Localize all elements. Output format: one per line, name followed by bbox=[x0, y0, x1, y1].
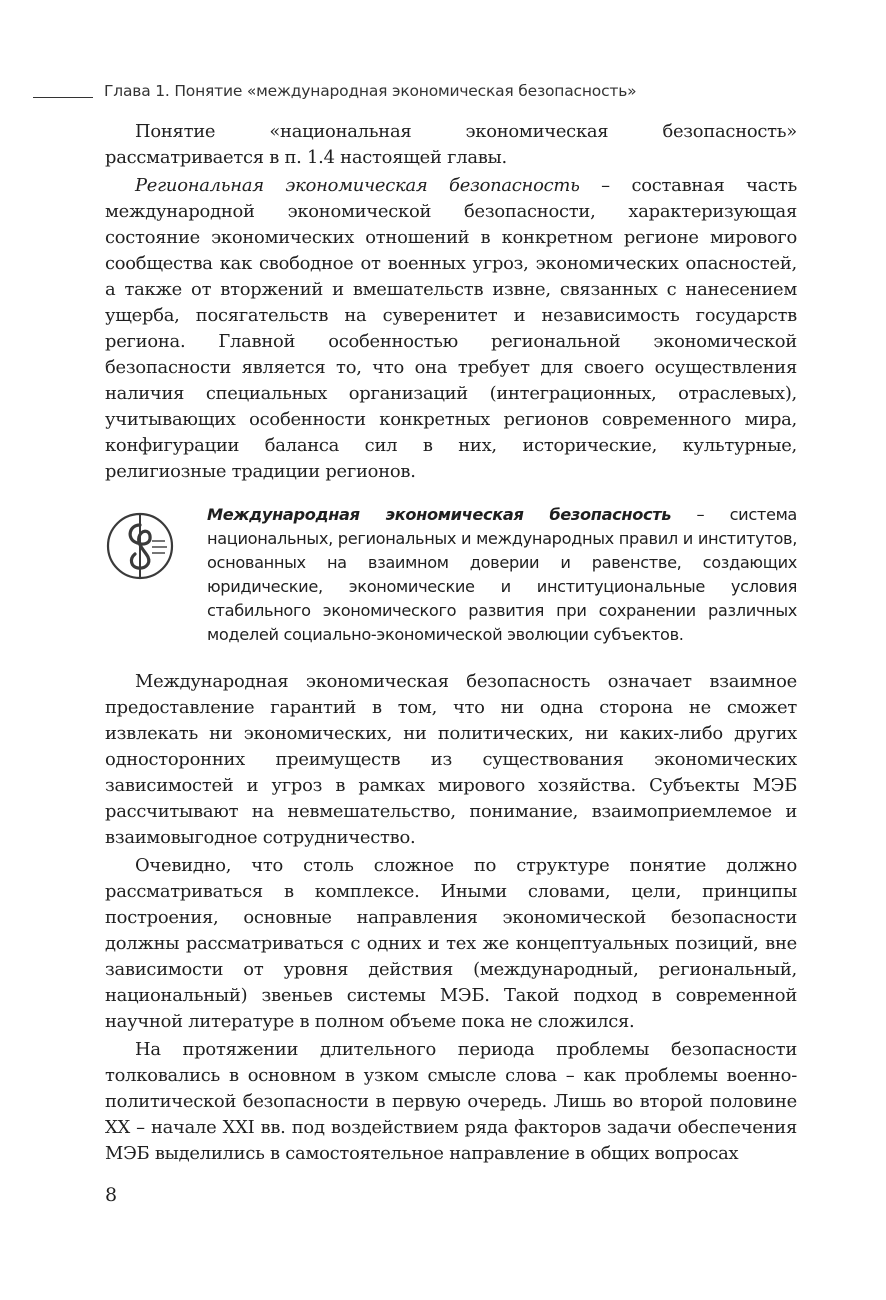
running-head bbox=[0, 82, 886, 104]
definition-body: – система национальных, региональных и международных правил и институтов, основанных на взаимном доверии и равенстве, создающих юридические, экономические и институциональные условия стабильного экономического развития при сохранении различных моделей социально-экономической эволюции субъектов. bbox=[207, 505, 797, 644]
paragraph-regional-definition bbox=[105, 173, 797, 485]
page-number: 8 bbox=[105, 1184, 118, 1206]
definition-text bbox=[207, 503, 797, 647]
text-block-top bbox=[105, 119, 797, 485]
definition-term: Международная экономическая безопасность bbox=[207, 505, 672, 524]
definition-box bbox=[105, 503, 797, 643]
paragraph-text: – составная часть международной экономической безопасности, характеризующая состояние экономических отношений в конкретном регионе мирового сообщества как свободное от военных угроз, экономических опасностей, а также от вторжений и вмешательств извне, связанных с нанесением ущерба, посягательств на суверенитет и независимость государств региона. Главной особенностью региональной экономической безопасности является то, что она требует для своего осуществления наличия специальных организаций (интеграционных, отраслевых), учитывающих особенности конкретных регионов современного мира, конфигурации баланса сил в них, исторические, культурные, религиозные традиции регионов. bbox=[105, 175, 797, 482]
running-head-rule bbox=[33, 97, 93, 98]
chapter-title: Глава 1. Понятие «международная экономическая безопасность» bbox=[104, 82, 637, 100]
paragraph: Международная экономическая безопасность означает взаимное предоставление гарантий в том, что ни одна сторона не сможет извлекать ни экономических, ни политических, ни каких-либо других односторонних преимуществ из существования экономических зависимостей и угроз в рамках мирового хозяйства. Субъекты МЭБ рассчитывают на невмешательство, понимание, взаимоприемлемое и взаимовыгодное сотрудничество. bbox=[105, 671, 797, 848]
paragraph: Понятие «национальная экономическая безопасность» рассматривается в п. 1.4 настоящей главы. bbox=[105, 121, 797, 168]
paragraph: Очевидно, что столь сложное по структуре понятие должно рассматриваться в комплексе. Иными словами, цели, принципы построения, основные направления экономической безопасности должны рассматриваться с одних и тех же концептуальных позиций, вне зависимости от уровня действия (международный, региональный, национальный) звеньев системы МЭБ. Такой подход в современной научной литературе в полном объеме пока не сложился. bbox=[105, 855, 797, 1032]
paragraph: На протяжении длительного периода проблемы безопасности толковались в основном в узком смысле слова – как проблемы военно-политической безопасности в первую очередь. Лишь во второй половине XX – начале XXI вв. под воздействием ряда факторов задачи обеспечения МЭБ выделились в самостоятельное направление в общих вопросах bbox=[105, 1039, 797, 1164]
text-block-bottom bbox=[105, 669, 797, 1167]
term-regional-security: Региональная экономическая безопасность bbox=[135, 175, 580, 196]
knot-definition-icon bbox=[105, 511, 175, 581]
